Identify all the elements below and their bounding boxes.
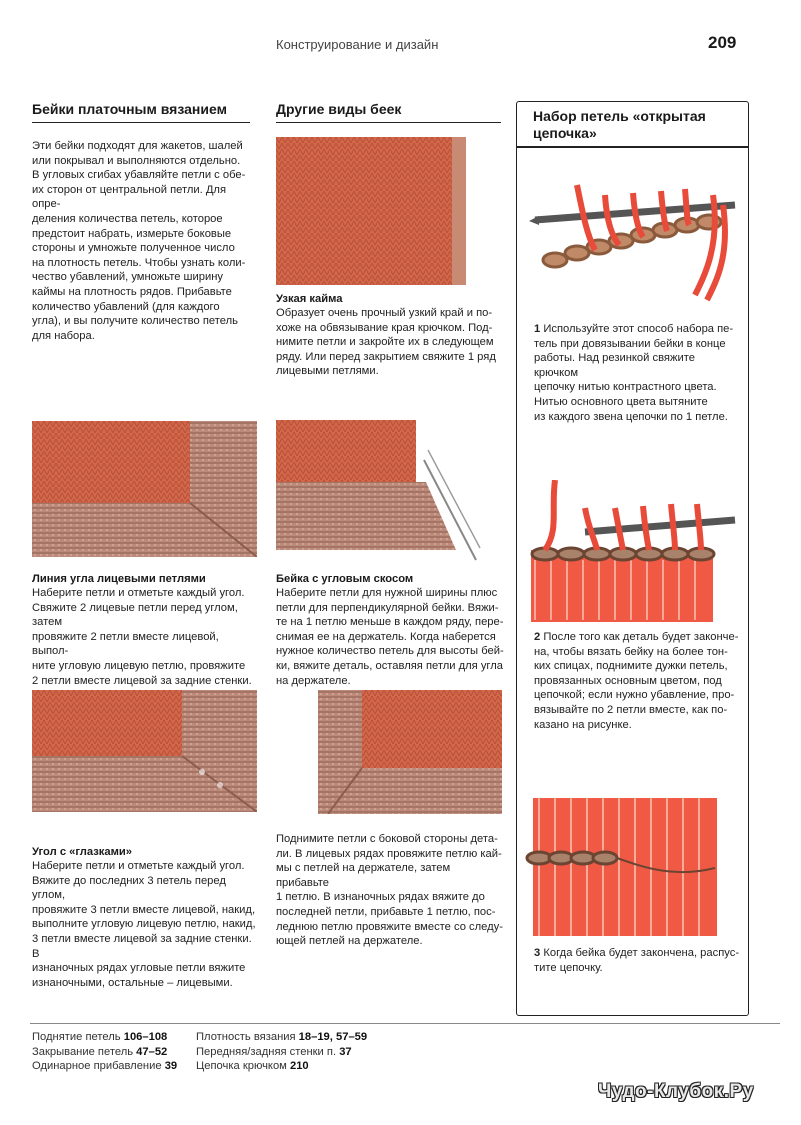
item-title: Линия угла лицевыми петлями [32,573,206,585]
crossref-link[interactable]: Одинарное прибавление 39 [32,1060,178,1073]
footer-crossref-list [32,1030,177,1074]
col1-heading: Бейки платочным вязанием [32,101,250,123]
crossref-link[interactable]: Поднятие петель 106–108 [32,1031,168,1043]
sidebar-title: Набор петель «открытая цепочка» [533,108,706,141]
pick-up-loops-illustration [525,480,737,622]
eyelet-corner-photo [32,690,257,812]
crossref-link[interactable]: Плотность вязания 18–19, 57–59 [196,1031,368,1043]
mitred-corner-photo [318,690,502,814]
crossref-link[interactable]: Передняя/задняя стенки п. 37 [196,1045,352,1058]
running-head: Конструирование и дизайн [276,37,439,52]
step3-text: 3 Когда бейка будет закончена, распус- тите цепочку. [534,947,740,974]
item-title: Угол с «глазками» [32,846,132,858]
knit-corner-photo [32,421,257,557]
item-text: Образует очень прочный узкий край и по- хоже на обвязывание края крючком. Под- нимите петли и закройте их в следующем ряду. Или перед закрытием свяжите 1 ряд лицевыми петлями. [276,307,496,378]
chain-needle-illustration [525,165,737,307]
col1-intro: Эти бейки подходят для жакетов, шалей или покрывал и выполняются отдельно. В угловых сгибах убавляйте петли с обе- их сторон от центральной петли. Для опре- деления количества петель, которое предстоит набрать, измерьте боковые стороны и умножьте полученное число на плотность петель. Чтобы узнать коли- чество убавлений, умножьте ширину каймы на плотность рядов. Прибавьте количество убавлений (для каждого угла), и вы получите количество петель для набора. [32,140,246,342]
col2-heading: Другие виды беек [276,101,501,123]
item-text: Наберите петли и отметьте каждый угол. Свяжите 2 лицевые петли перед углом, затем провяжите 2 петли вместе лицевой, выпол- ните угловую лицевую петлю, провяжите 2 петли вместе лицевой за задние стенки. [32,587,252,687]
item-title: Узкая кайма [276,293,343,305]
step2-text: 2 После того как деталь будет законче- на, чтобы вязать бейку на более тон- ких спицах, поднимите дужки петель, провязанных основным цветом, под цепочкой; если нужно убавление, про- вязывайте по 2 петли вместе, как по- казано на рисунке. [534,631,739,731]
mitred-band-photo [276,420,486,568]
site-watermark: Чудо-Клубок.Ру [598,1081,754,1102]
sidebar-divider [516,146,749,148]
item-text: Поднимите петли с боковой стороны дета- ли. В лицевых рядах провяжите петлю кай- мы с петлей на держателе, затем прибавьте 1 петлю. В изнаночных рядах вяжите до последней петли, прибавьте 1 петлю, пос- леднюю петлю провяжите вместе со следу- ющей петлей на держателе. [276,833,503,948]
item-title: Бейка с угловым скосом [276,573,414,585]
page-number: 209 [708,33,737,52]
footer-divider [30,1023,780,1024]
crossref-link[interactable]: Цепочка крючком 210 [196,1060,309,1073]
narrow-edge-photo [276,137,466,285]
item-text: Наберите петли и отметьте каждый угол. Вяжите до последних 3 петель перед углом, провяжите 3 петли вместе лицевой, накид, выполните угловую лицевую петлю, накид, 3 петли вместе лицевой за задние стенки. В изнаночных рядах угловые петли вяжите изнаночными, остальные – лицевыми. [32,860,256,989]
unravel-chain-illustration [525,798,737,936]
footer-crossref-list [196,1030,367,1074]
item-text: Наберите петли для нужной ширины плюс петли для перпендикулярной бейки. Вяжи- те на 1 петлю меньше в каждом ряду, пере- снимая ее на держатель. Когда наберется нужное количество петель для высоты бей- ки, вяжите деталь, оставляя петли для угла на держателе. [276,587,504,687]
crossref-link[interactable]: Закрывание петель 47–52 [32,1045,168,1058]
step1-text: 1 Используйте этот способ набора пе- тель при довязывании бейки в конце работы. Над резинкой свяжите крючком цепочку нитью контрастного цвета. Нитью основного цвета вытяните из каждого звена цепочки по 1 петле. [534,323,734,423]
